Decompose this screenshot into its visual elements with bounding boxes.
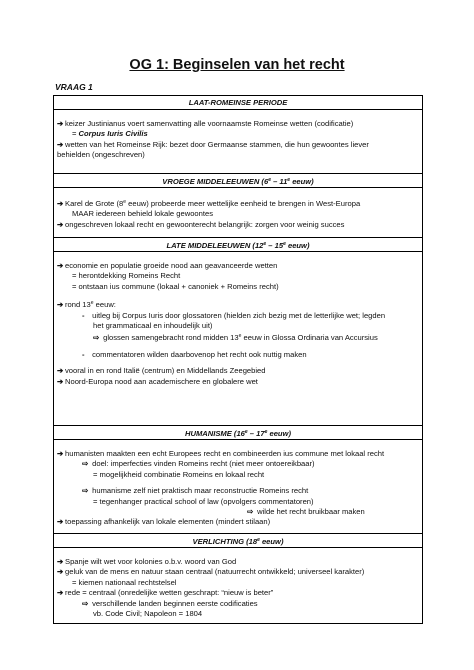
- list-item: ⇨ verschillende landen beginnen eerste codificaties: [82, 598, 258, 608]
- bullet-arrow-icon: ➔: [57, 199, 64, 208]
- list-item: ➔ keizer Justinianus voert samenvatting alle voornaamste Romeinse wetten (codificatie): [57, 119, 354, 128]
- list-item: = Corpus Iuris Civilis: [72, 129, 148, 139]
- bullet-arrow-icon: ➔: [57, 219, 64, 229]
- list-item: ⇨ glossen samengebracht rond midden 13e eeuw in Glossa Ordinaria van Accursius: [93, 333, 378, 343]
- bullet-arrow-icon: ➔: [57, 261, 64, 270]
- list-item: = tegenhanger practical school of law (opvolgers commentatoren): [93, 496, 314, 506]
- list-item: ➔ rede = centraal (onredelijke wetten geschrapt: “nieuw is beter”: [57, 588, 274, 598]
- question-label: VRAAG 1: [55, 82, 93, 92]
- section-heading: VROEGE MIDDELEEUWEN (6e – 11e eeuw): [54, 174, 422, 188]
- list-item: ➔ wetten van het Romeinse Rijk: bezet door Germaanse stammen, die hun gewoontes liever: [57, 139, 369, 149]
- list-item: = kiemen nationaal rechtstelsel: [72, 577, 177, 587]
- list-item: ➔ ongeschreven lokaal recht en gewoonterecht belangrijk: zorgen voor weinig succes: [57, 219, 345, 229]
- list-item: - uitleg bij Corpus Iuris door glossatoren (hielden zich bezig met de letterlijke wet; legden: [82, 310, 386, 320]
- section-body: [54, 252, 422, 426]
- list-item: = mogelijkheid combinatie Romeins en lokaal recht: [93, 469, 265, 479]
- list-item: ➔ Noord-Europa nood aan academischere en globalere wet: [57, 376, 258, 386]
- list-item: ➔ economie en populatie groeide nood aan geavanceerde wetten: [57, 261, 278, 270]
- sub-arrow-icon: ⇨: [93, 333, 100, 343]
- list-item: ➔ geluk van de mens en natuur staan centraal (natuurrecht ontwikkeld; universeel karakter): [57, 567, 365, 577]
- bullet-arrow-icon: ➔: [57, 567, 64, 577]
- document-title: OG 1: Beginselen van het recht: [129, 57, 345, 73]
- bullet-arrow-icon: ➔: [57, 366, 64, 376]
- list-item: ➔ humanisten maakten een echt Europees recht en combineerden ius commune met lokaal recht: [57, 449, 385, 458]
- list-item: - commentatoren wilden daarbovenop het recht ook nuttig maken: [82, 349, 307, 359]
- list-item: het grammaticaal en inhoudelijk uit): [93, 321, 213, 331]
- sub-arrow-icon: ⇨: [82, 459, 89, 469]
- bullet-arrow-icon: ➔: [57, 119, 64, 128]
- bullet-arrow-icon: ➔: [57, 449, 64, 458]
- bullet-arrow-icon: ➔: [57, 517, 64, 527]
- section-heading: LAAT-ROMEINSE PERIODE: [54, 96, 422, 110]
- section-body: [54, 110, 422, 174]
- bullet-arrow-icon: ➔: [57, 300, 64, 310]
- sub-arrow-icon: ⇨: [247, 507, 254, 517]
- bullet-arrow-icon: ➔: [57, 588, 64, 598]
- summary-table: [53, 95, 423, 624]
- list-item: ⇨ wilde het recht bruikbaar maken: [247, 507, 365, 517]
- list-item: MAAR iedereen behield lokale gewoontes: [72, 209, 213, 219]
- list-item: ⇨ humanisme zelf niet praktisch maar reconstructie Romeins recht: [82, 486, 309, 496]
- list-item: ➔ Karel de Grote (8e eeuw) probeerde meer wettelijke eenheid te brengen in West-Europa: [57, 199, 361, 208]
- bullet-arrow-icon: ➔: [57, 376, 64, 386]
- dash-icon: -: [82, 349, 85, 359]
- list-item: ➔ Spanje wilt wet voor kolonies o.b.v. woord van God: [57, 557, 237, 566]
- bullet-arrow-icon: ➔: [57, 557, 64, 566]
- sub-arrow-icon: ⇨: [82, 598, 89, 608]
- list-item: ⇨ doel: imperfecties vinden Romeins recht (niet meer ontoereikbaar): [82, 459, 315, 469]
- sub-arrow-icon: ⇨: [82, 486, 89, 496]
- list-item: vb. Code Civil; Napoleon = 1804: [93, 609, 203, 619]
- list-item: behielden (ongeschreven): [57, 150, 145, 160]
- dash-icon: -: [82, 310, 85, 320]
- list-item: = ontstaan ius commune (lokaal + canoniek + Romeins recht): [72, 281, 279, 291]
- section-heading: LATE MIDDELEEUWEN (12e – 15e eeuw): [54, 238, 422, 252]
- section-heading: VERLICHTING (18e eeuw): [54, 534, 422, 548]
- list-item: ➔ toepassing afhankelijk van lokale elementen (mindert stilaan): [57, 517, 271, 527]
- section-body: [54, 188, 422, 238]
- list-item: ➔ rond 13e eeuw:: [57, 300, 116, 310]
- section-heading: HUMANISME (16e – 17e eeuw): [54, 426, 422, 440]
- list-item: = herontdekking Romeins Recht: [72, 271, 181, 281]
- bullet-arrow-icon: ➔: [57, 139, 64, 149]
- section-body: [54, 440, 422, 534]
- list-item: ➔ vooral in en rond Italië (centrum) en Middellands Zeegebied: [57, 366, 266, 376]
- section-body: [54, 548, 422, 624]
